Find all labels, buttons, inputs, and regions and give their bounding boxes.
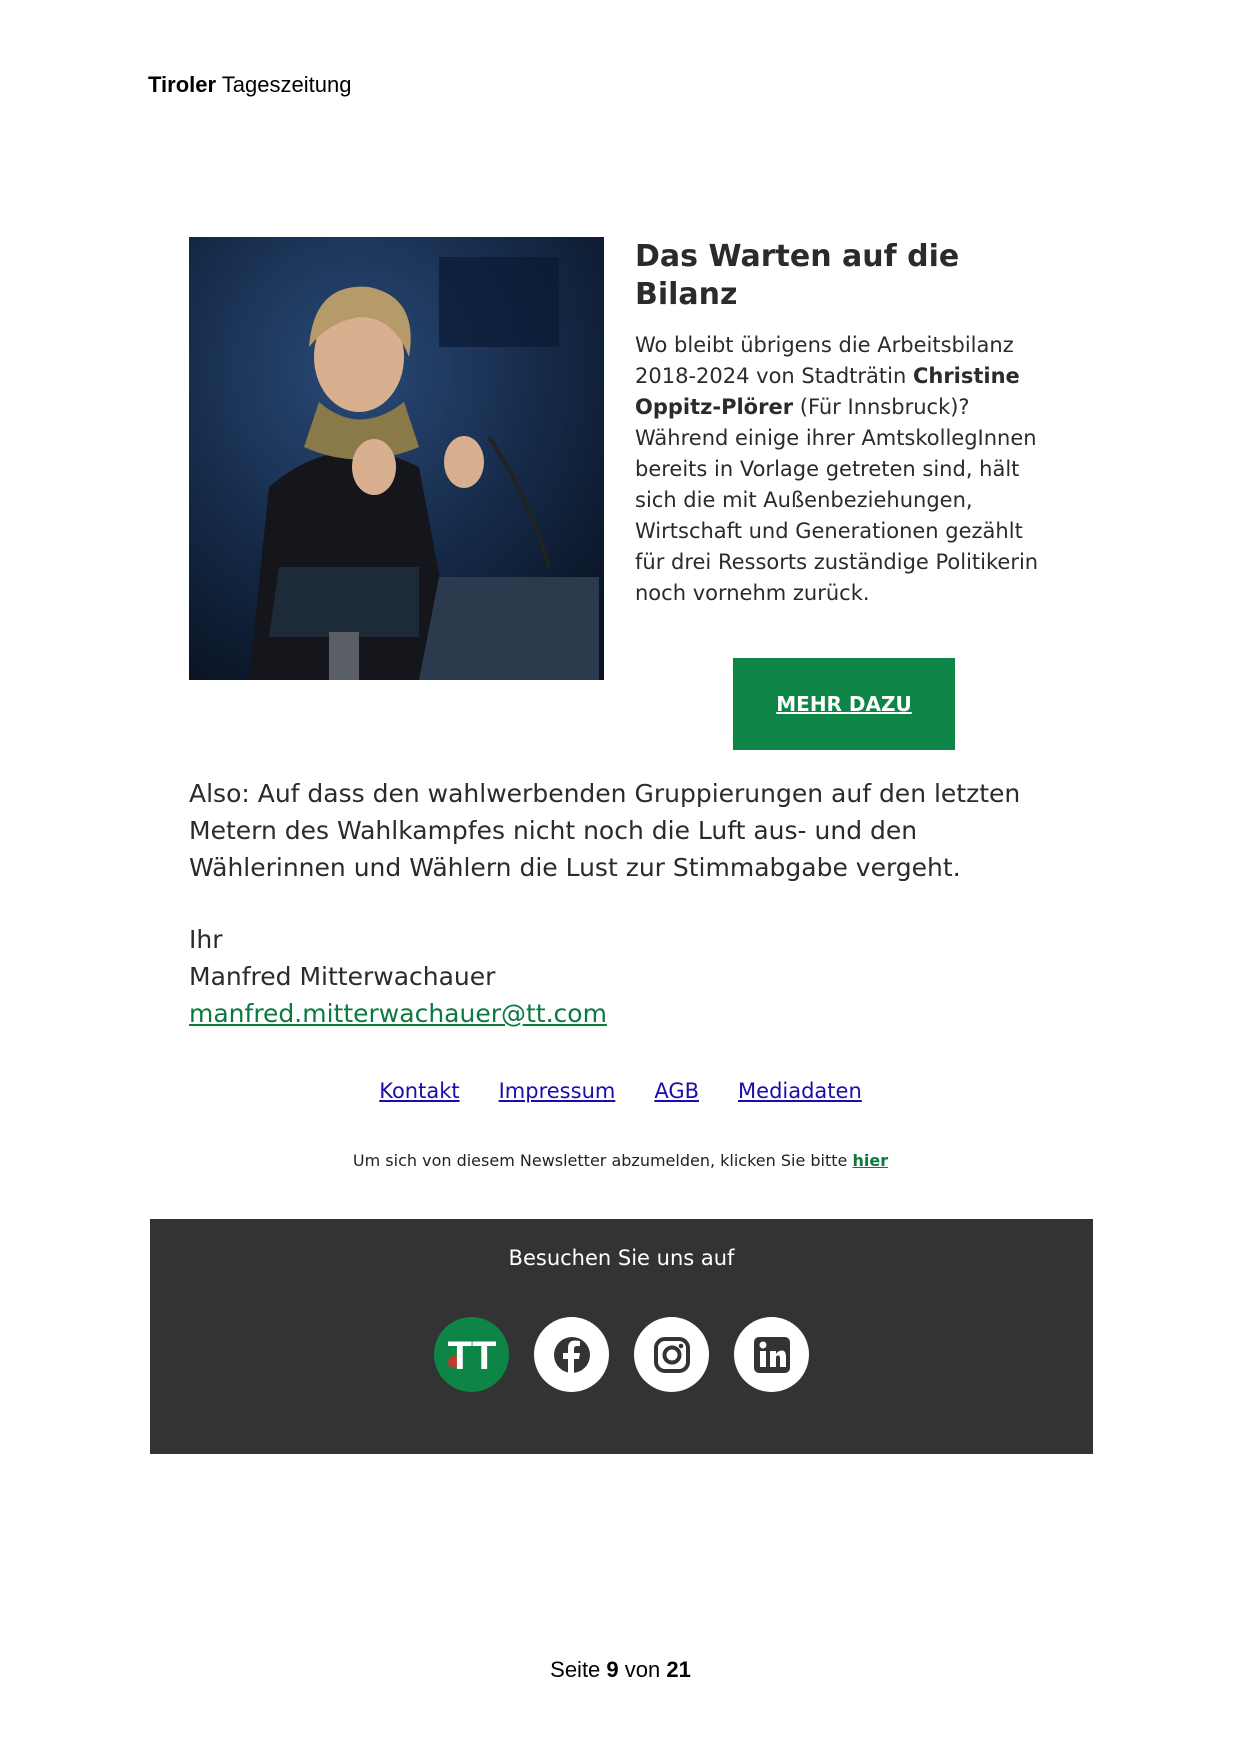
link-mediadaten[interactable]: Mediadaten xyxy=(738,1079,862,1103)
facebook-icon[interactable] xyxy=(534,1317,609,1392)
page-total: 21 xyxy=(666,1657,691,1682)
link-agb[interactable]: AGB xyxy=(654,1079,700,1103)
mehr-dazu-label: MEHR DAZU xyxy=(776,692,912,716)
page-number xyxy=(0,1657,1241,1683)
brand-logo xyxy=(148,72,351,98)
article-body-text: Wo bleibt übrigens die Arbeitsbilanz 2018-2024 von Stadträtin xyxy=(635,333,1014,388)
signature-greeting: Ihr xyxy=(189,925,223,954)
unsubscribe-text: Um sich von diesem Newsletter abzumelden, klicken Sie bitte xyxy=(352,1151,853,1170)
article-photo xyxy=(189,237,604,680)
footer-links xyxy=(0,1079,1241,1103)
page-prefix: Seite xyxy=(550,1657,607,1682)
unsubscribe-link[interactable]: hier xyxy=(852,1151,889,1170)
mehr-dazu-button[interactable] xyxy=(733,658,955,750)
tt-logo-icon[interactable] xyxy=(434,1317,509,1392)
page-current: 9 xyxy=(606,1657,619,1682)
social-icons xyxy=(150,1317,1093,1392)
closing-paragraph: Also: Auf dass den wahlwerbenden Gruppierungen auf den letzten Metern des Wahlkampfes nicht noch die Luft aus- und den Wählerinnen und Wählern die Lust zur Stimmabgabe vergeht. xyxy=(189,779,1021,882)
link-kontakt[interactable]: Kontakt xyxy=(379,1079,460,1103)
page-middle: von xyxy=(618,1657,667,1682)
tt-logo-text: TT xyxy=(447,1334,497,1378)
brand-rest: Tageszeitung xyxy=(216,72,352,97)
article-body xyxy=(635,330,1055,609)
link-impressum[interactable]: Impressum xyxy=(498,1079,616,1103)
signature xyxy=(189,921,607,1032)
article-title: Das Warten auf die Bilanz xyxy=(635,239,960,312)
author-email-link[interactable]: manfred.mitterwachauer@tt.com xyxy=(189,999,607,1028)
article-body-bold-surname: Plörer xyxy=(721,395,794,419)
signature-name: Manfred Mitterwachauer xyxy=(189,962,496,991)
linkedin-icon[interactable] xyxy=(734,1317,809,1392)
instagram-icon[interactable] xyxy=(634,1317,709,1392)
article-body-bold-name: Christine Oppitz- xyxy=(635,364,1020,419)
social-footer xyxy=(150,1219,1093,1454)
unsubscribe-note xyxy=(0,1151,1241,1170)
brand-bold: Tiroler xyxy=(148,72,217,97)
article-body-text-rest: (Für Innsbruck)? Während einige ihrer AmtskollegInnen bereits in Vorlage getreten sind, hält sich die mit Außenbeziehungen, Wirtschaft und Generationen gezählt für drei Ressorts zuständige Politikerin noch vornehm zurück. xyxy=(635,395,1039,605)
social-heading: Besuchen Sie uns auf xyxy=(508,1246,735,1270)
